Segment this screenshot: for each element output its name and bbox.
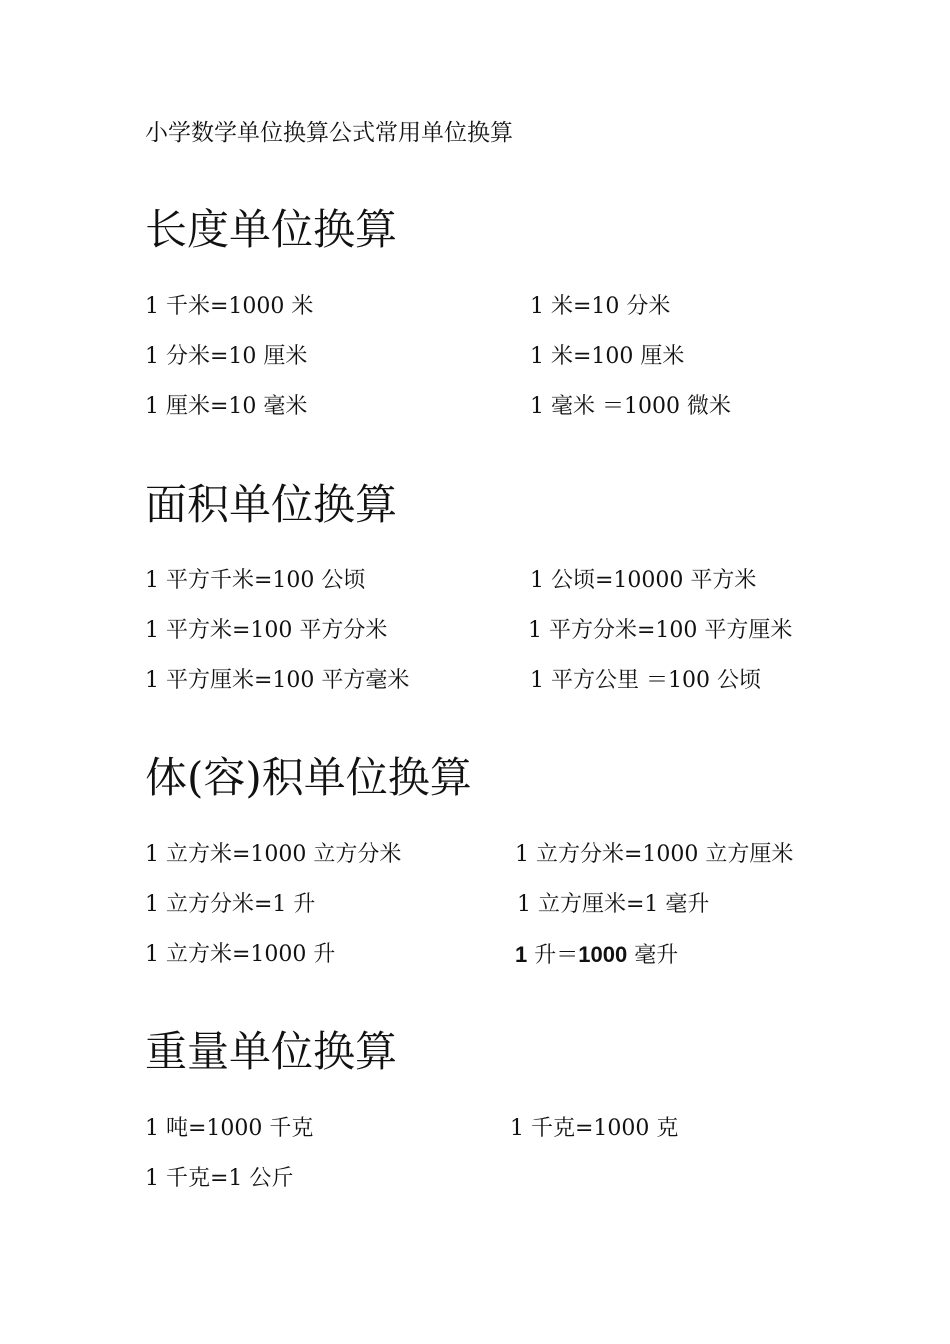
length-row-1-right: 1 米=10 分米 [530, 294, 671, 319]
area-row-1-left: 1 平方千米=100 公顷 [145, 568, 366, 593]
volume-row-3-right-num-2: 1000 [578, 942, 628, 967]
length-row-2-right: 1 米=100 厘米 [530, 344, 685, 369]
weight-row-2-left: 1 千克=1 公斤 [145, 1166, 294, 1191]
volume-row-3-right [515, 941, 678, 970]
volume-row-1-right: 1 立方分米=1000 立方厘米 [515, 842, 794, 867]
weight-row-1-left: 1 吨=1000 千克 [145, 1116, 314, 1141]
document-title: 小学数学单位换算公式常用单位换算 [145, 120, 513, 146]
area-row-2-right: 1 平方分米=100 平方厘米 [528, 618, 793, 643]
volume-row-2-right: 1 立方厘米=1 毫升 [517, 892, 710, 917]
area-row-3-right: 1 平方公里 ＝100 公顷 [530, 668, 761, 693]
length-row-2-left: 1 分米=10 厘米 [145, 344, 308, 369]
volume-row-3-right-text-1: 升＝ [527, 943, 579, 968]
section-heading-length: 长度单位换算 [145, 205, 398, 254]
length-row-3-right: 1 毫米 ＝1000 微米 [530, 394, 731, 419]
section-heading-weight: 重量单位换算 [145, 1027, 398, 1076]
volume-row-3-right-text-2: 毫升 [627, 943, 679, 968]
length-row-1-left: 1 千米=1000 米 [145, 294, 314, 319]
weight-row-1-right: 1 千克=1000 克 [510, 1116, 679, 1141]
volume-row-1-left: 1 立方米=1000 立方分米 [145, 842, 402, 867]
volume-row-3-left: 1 立方米=1000 升 [145, 942, 336, 967]
area-row-1-right: 1 公顷=10000 平方米 [530, 568, 757, 593]
section-heading-volume: 体(容)积单位换算 [145, 753, 472, 802]
area-row-2-left: 1 平方米=100 平方分米 [145, 618, 388, 643]
section-heading-area: 面积单位换算 [145, 480, 398, 529]
length-row-3-left: 1 厘米=10 毫米 [145, 394, 308, 419]
volume-row-2-left: 1 立方分米=1 升 [145, 892, 316, 917]
area-row-3-left: 1 平方厘米=100 平方毫米 [145, 668, 410, 693]
volume-row-3-right-num-1: 1 [515, 942, 528, 967]
